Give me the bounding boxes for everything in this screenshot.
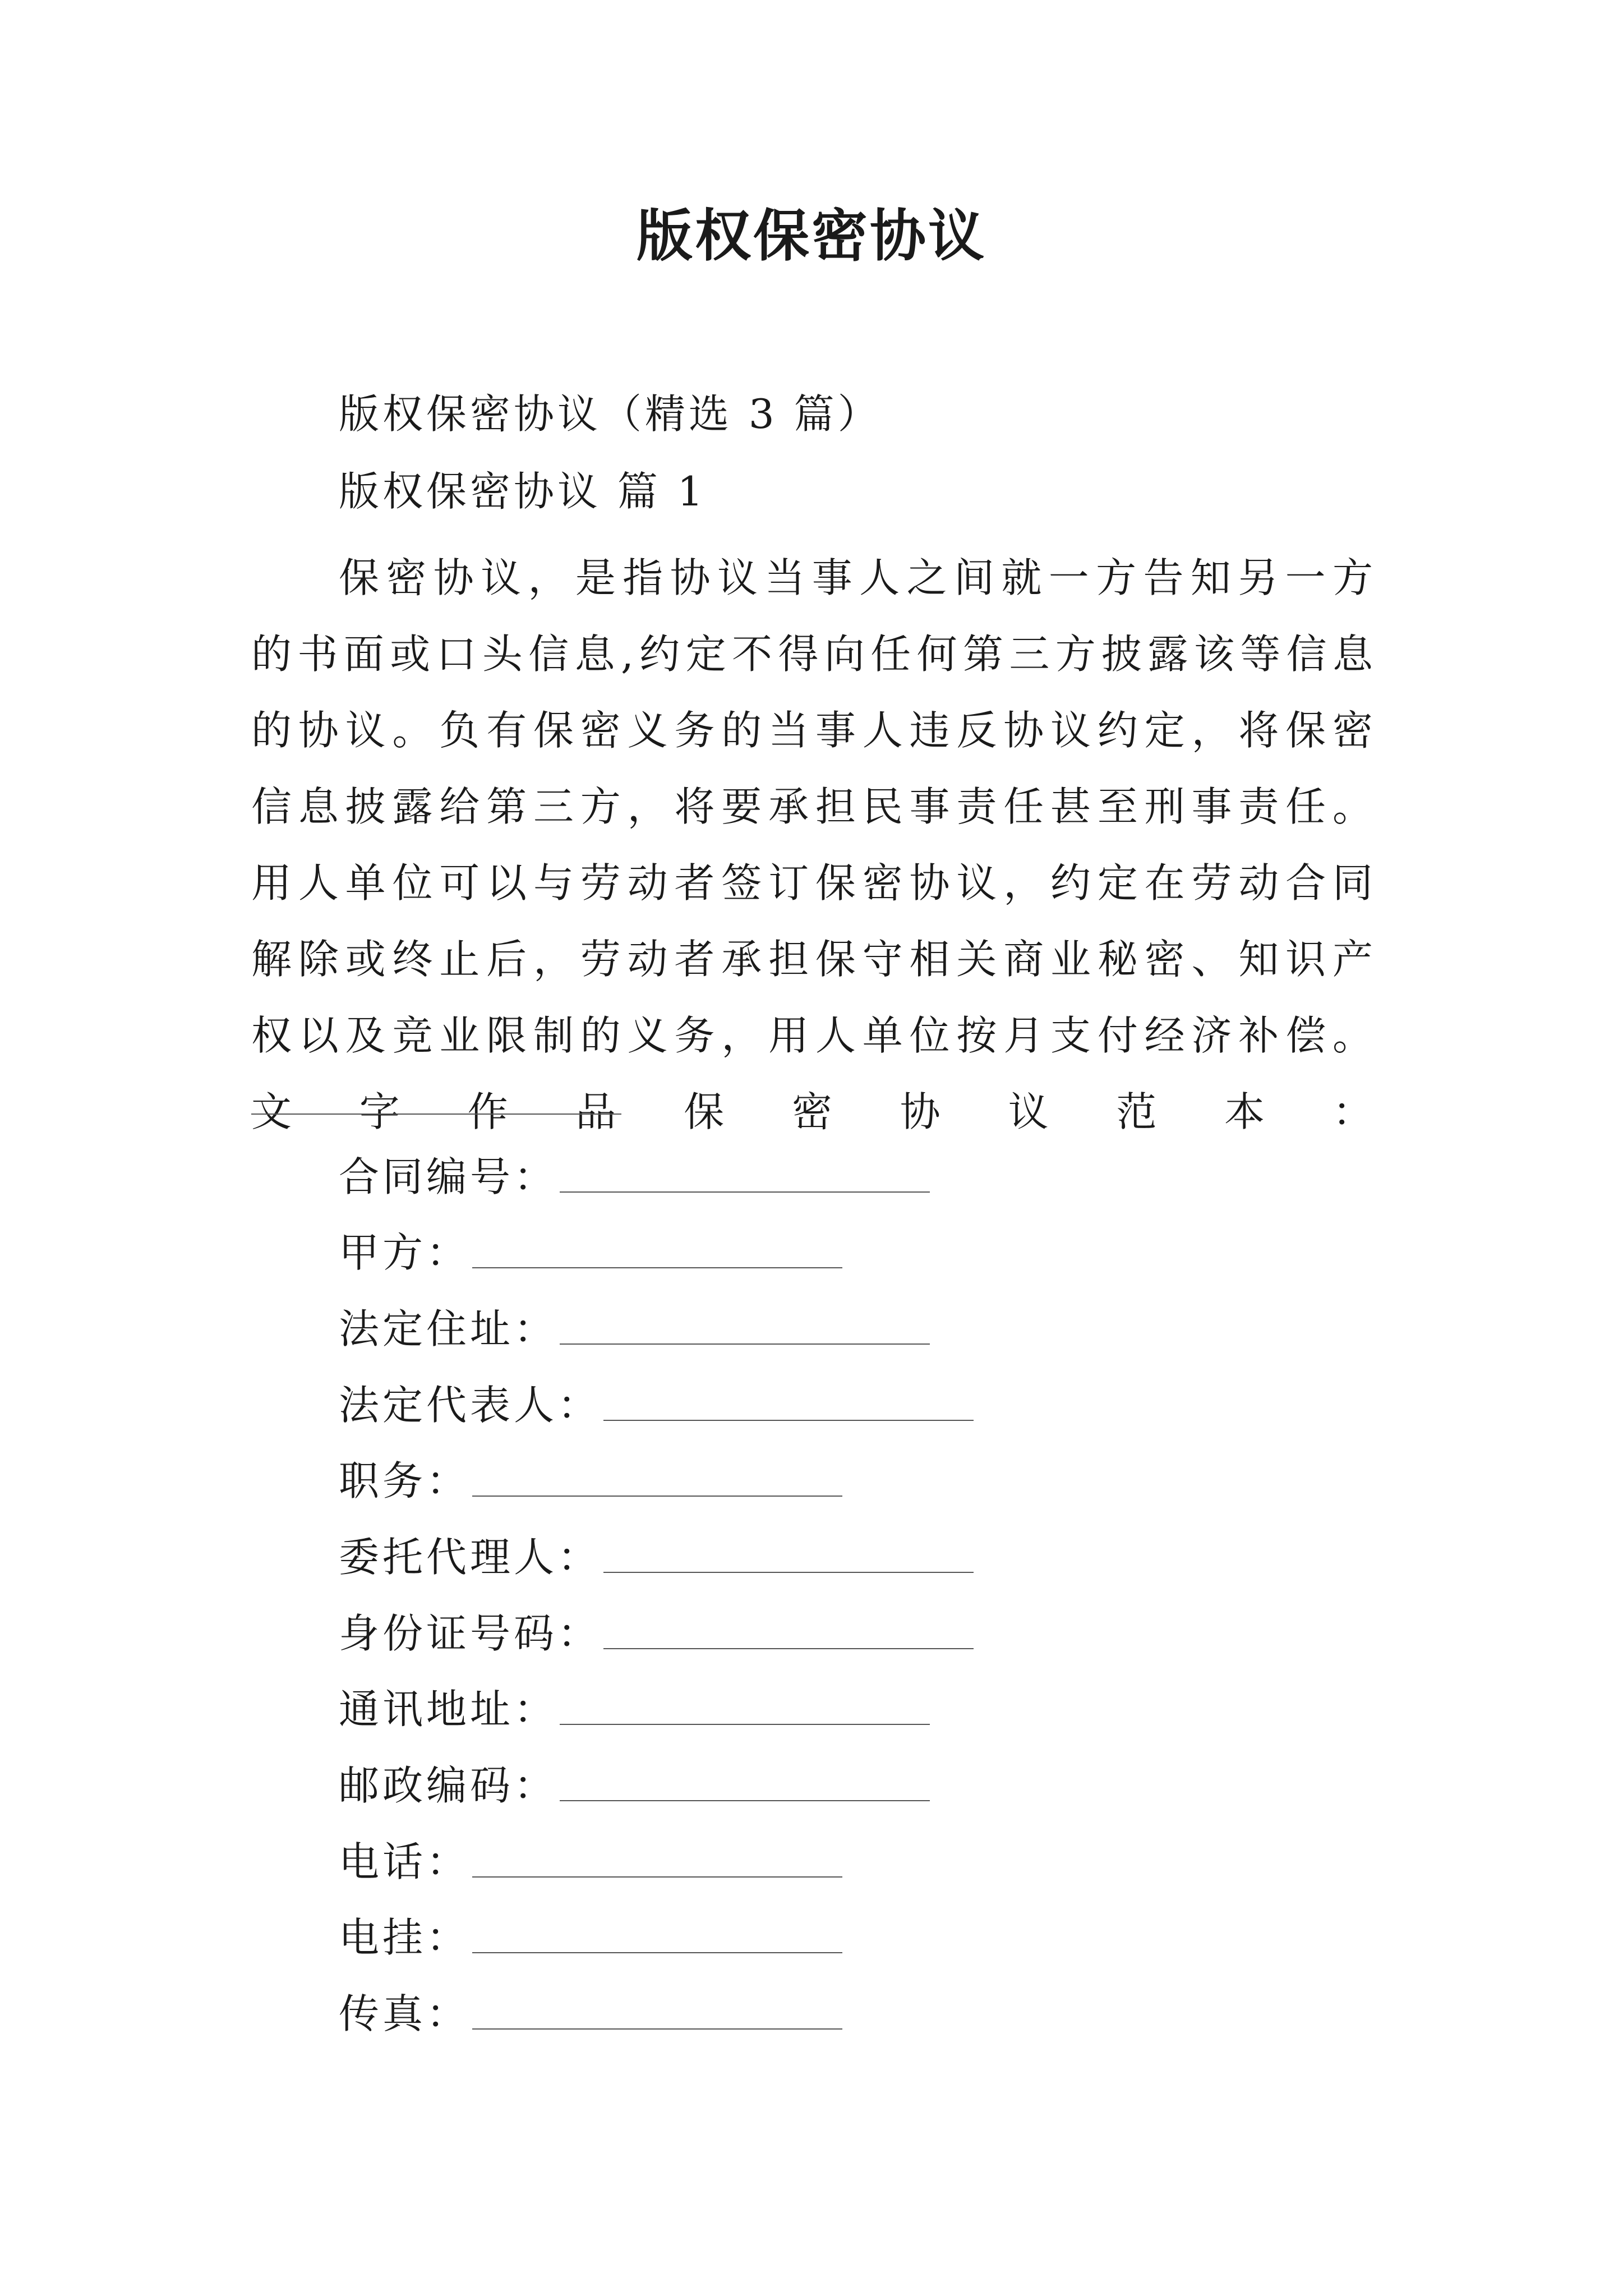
field-party-a [339,1225,842,1281]
document-subtitle: 版权保密协议（精选 3 篇） [339,390,882,438]
field-label: 电话： [339,1838,471,1885]
field-blank-line [472,2028,842,2030]
field-legal-address [339,1301,930,1357]
field-blank-line [603,1572,974,1573]
paragraph-blank-line [251,1114,621,1115]
field-label: 合同编号： [339,1153,558,1200]
field-label: 身份证号码： [339,1610,602,1657]
field-blank-line [472,1876,842,1878]
field-label: 法定代表人： [339,1382,602,1429]
field-blank-line [560,1800,930,1801]
field-blank-line [472,1952,842,1953]
body-paragraph: 保密协议，是指协议当事人之间就一方告知另一方的书面或口头信息,约定不得向任何第三方披露该等信息的协议。负有保密义务的当事人违反协议约定，将保密信息披露给第三方，将要承担民事责任甚至刑事责任。用人单位可以与劳动者签订保密协议，约定在劳动合同解除或终止后，劳动者承担保守相关商业秘密、知识产权以及竞业限制的义务，用人单位按月支付经济补偿。文字作品保密协议范本： [251,554,1378,1135]
field-telegraph [339,1910,842,1966]
field-label: 职务： [339,1457,471,1504]
field-contract-number [339,1149,930,1205]
field-label: 甲方： [339,1229,471,1276]
field-label: 通讯地址： [339,1686,558,1733]
field-blank-line [560,1191,930,1193]
field-telephone [339,1834,842,1890]
field-blank-line [560,1343,930,1345]
field-blank-line [603,1420,974,1421]
field-authorized-agent [339,1529,974,1585]
section-heading: 版权保密协议 篇 1 [339,468,707,515]
field-id-number [339,1605,974,1662]
field-label: 法定住址： [339,1305,558,1352]
field-postal-code [339,1757,930,1814]
field-blank-line [603,1648,974,1649]
field-mailing-address [339,1681,930,1737]
document-title: 版权保密协议 [637,203,986,269]
field-blank-line [472,1496,842,1497]
field-label: 委托代理人： [339,1534,602,1581]
field-label: 邮政编码： [339,1762,558,1809]
field-blank-line [472,1267,842,1268]
field-fax [339,1986,842,2042]
field-label: 电挂： [339,1914,471,1961]
field-legal-representative [339,1377,974,1433]
field-blank-line [560,1724,930,1725]
field-label: 传真： [339,1990,471,2037]
field-position [339,1453,842,1509]
